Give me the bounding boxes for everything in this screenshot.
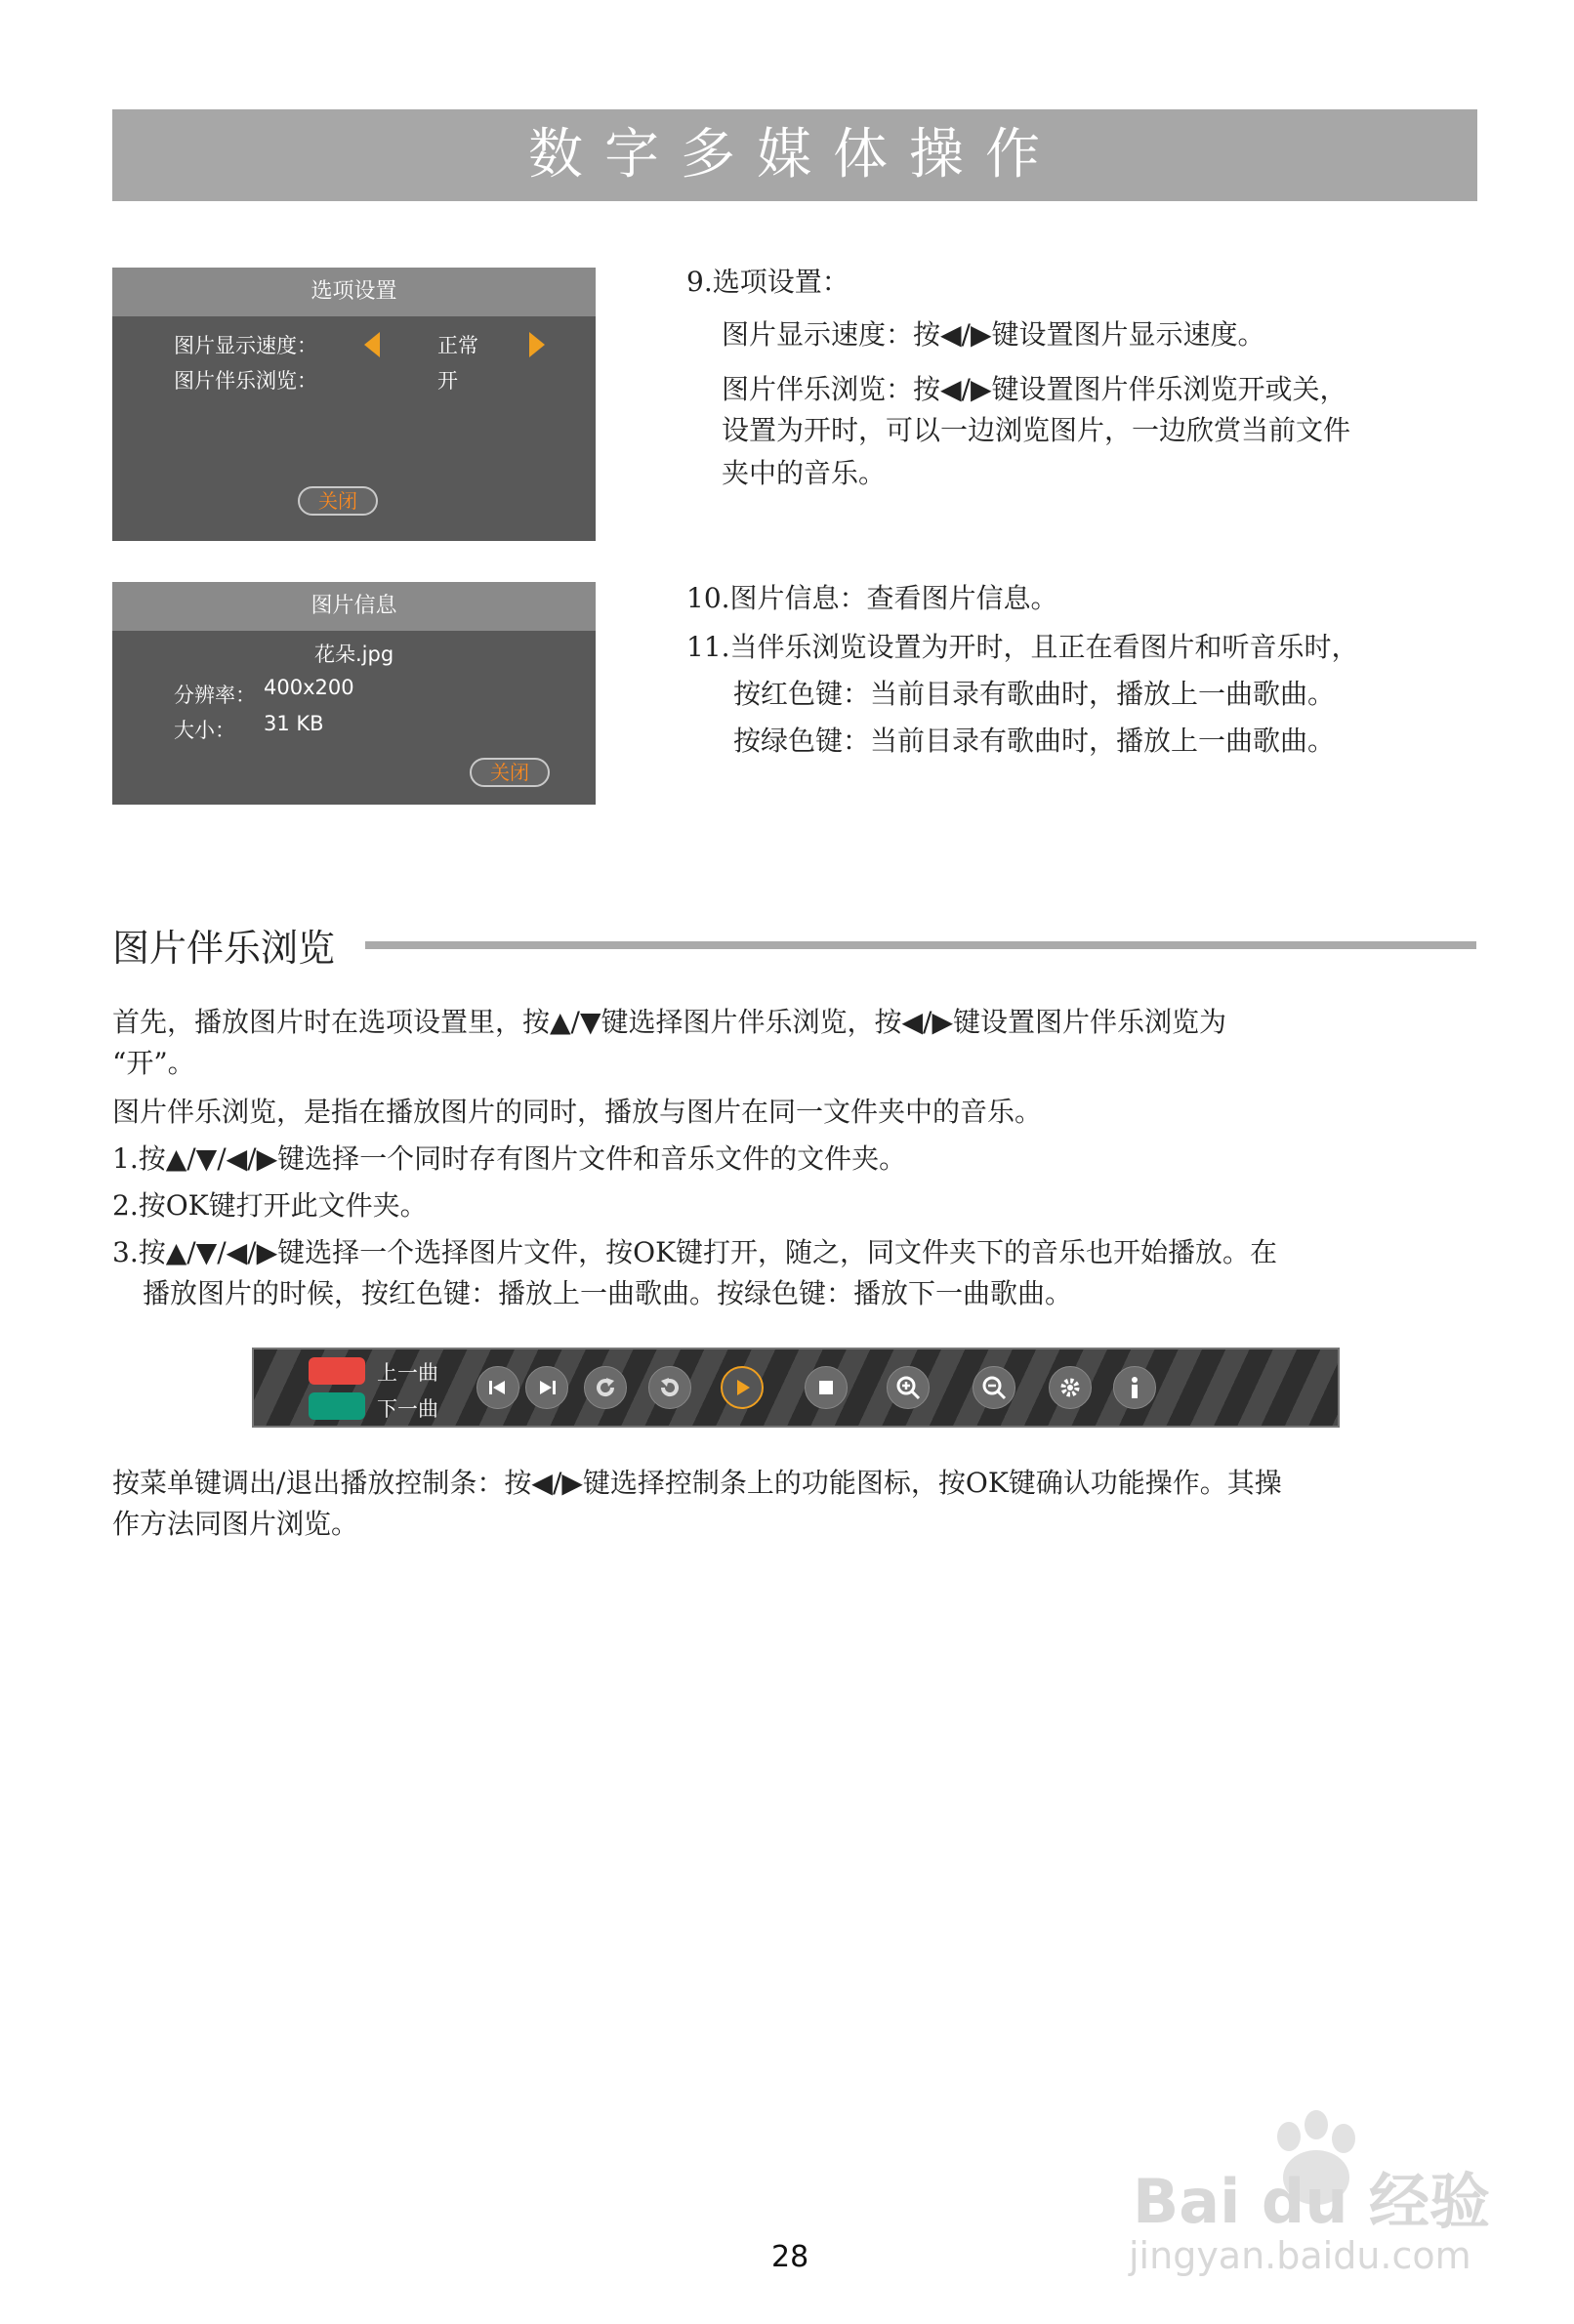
section-rule	[365, 941, 1476, 949]
options-close-button[interactable]: 关闭	[298, 486, 378, 516]
settings-icon[interactable]	[1049, 1366, 1092, 1409]
item11-line2: 按红色键：当前目录有歌曲时，播放上一曲歌曲。	[733, 678, 1336, 710]
red-key-swatch	[309, 1357, 365, 1385]
item11-line1: 11.当伴乐浏览设置为开时，且正在看图片和听音乐时，	[686, 631, 1359, 663]
step2: 2.按OK键打开此文件夹。	[112, 1189, 428, 1222]
size-value: 31 KB	[264, 712, 324, 735]
watermark-url: jingyan.baidu.com	[1129, 2234, 1471, 2277]
music-browse-value: 开	[437, 369, 458, 393]
watermark-brand: Bai du 经验	[1133, 2166, 1491, 2237]
left-arrow-icon[interactable]	[364, 332, 380, 357]
info-dialog-title: 图片信息	[112, 582, 596, 631]
info-dialog	[112, 582, 596, 805]
red-key-label: 上一曲	[377, 1361, 438, 1385]
rotate-ccw-icon[interactable]	[648, 1366, 691, 1409]
music-browse-label: 图片伴乐浏览：	[174, 369, 317, 393]
step3-line1: 3.按▲/▼/◀/▶键选择一个选择图片文件，按OK键打开，随之，同文件夹下的音乐也开始播放。在	[112, 1236, 1278, 1268]
green-key-label: 下一曲	[377, 1397, 438, 1421]
step1: 1.按▲/▼/◀/▶键选择一个同时存有图片文件和音乐文件的文件夹。	[112, 1142, 907, 1175]
green-key-swatch	[309, 1392, 365, 1420]
item11-line3: 按绿色键：当前目录有歌曲时，播放上一曲歌曲。	[733, 725, 1336, 757]
item9-line3: 设置为开时，可以一边浏览图片，一边欣赏当前文件	[722, 414, 1351, 446]
next-track-icon[interactable]	[525, 1366, 568, 1409]
para1-line2: “开”。	[112, 1047, 195, 1079]
size-label: 大小：	[174, 719, 235, 742]
resolution-value: 400x200	[264, 676, 354, 699]
page-title: 数字多媒体操作	[528, 123, 1061, 187]
options-dialog-title: 选项设置	[112, 268, 596, 316]
right-arrow-icon[interactable]	[529, 332, 545, 357]
zoom-in-icon[interactable]	[887, 1366, 930, 1409]
zoom-out-icon[interactable]	[973, 1366, 1015, 1409]
speed-label: 图片显示速度：	[174, 334, 317, 357]
speed-value: 正常	[437, 334, 478, 357]
info-close-button[interactable]: 关闭	[470, 758, 550, 787]
para1-line1: 首先，播放图片时在选项设置里，按▲/▼键选择图片伴乐浏览，按◀/▶键设置图片伴乐浏览为	[112, 1006, 1227, 1038]
resolution-label: 分辨率：	[174, 684, 256, 707]
footer-para-line1: 按菜单键调出/退出播放控制条：按◀/▶键选择控制条上的功能图标，按OK键确认功能操作。其操	[112, 1467, 1282, 1499]
stop-icon[interactable]	[805, 1366, 848, 1409]
footer-para-line2: 作方法同图片浏览。	[112, 1508, 359, 1540]
play-icon[interactable]	[721, 1366, 764, 1409]
options-dialog	[112, 268, 596, 541]
section-heading: 图片伴乐浏览	[112, 927, 336, 970]
page-number: 28	[771, 2240, 809, 2274]
rotate-cw-icon[interactable]	[584, 1366, 627, 1409]
step3-line2: 播放图片的时候，按红色键：播放上一曲歌曲。按绿色键：播放下一曲歌曲。	[143, 1277, 1073, 1309]
item9-line1: 图片显示速度：按◀/▶键设置图片显示速度。	[722, 318, 1265, 351]
item9-line2: 图片伴乐浏览：按◀/▶键设置图片伴乐浏览开或关，	[722, 373, 1347, 405]
para2: 图片伴乐浏览，是指在播放图片的同时，播放与图片在同一文件夹中的音乐。	[112, 1096, 1043, 1128]
prev-track-icon[interactable]	[476, 1366, 519, 1409]
info-icon[interactable]	[1113, 1366, 1156, 1409]
file-name: 花朵.jpg	[314, 643, 394, 666]
item9-line4: 夹中的音乐。	[722, 457, 887, 489]
item9-title: 9.选项设置：	[686, 266, 849, 298]
item10-text: 10.图片信息：查看图片信息。	[686, 582, 1058, 614]
